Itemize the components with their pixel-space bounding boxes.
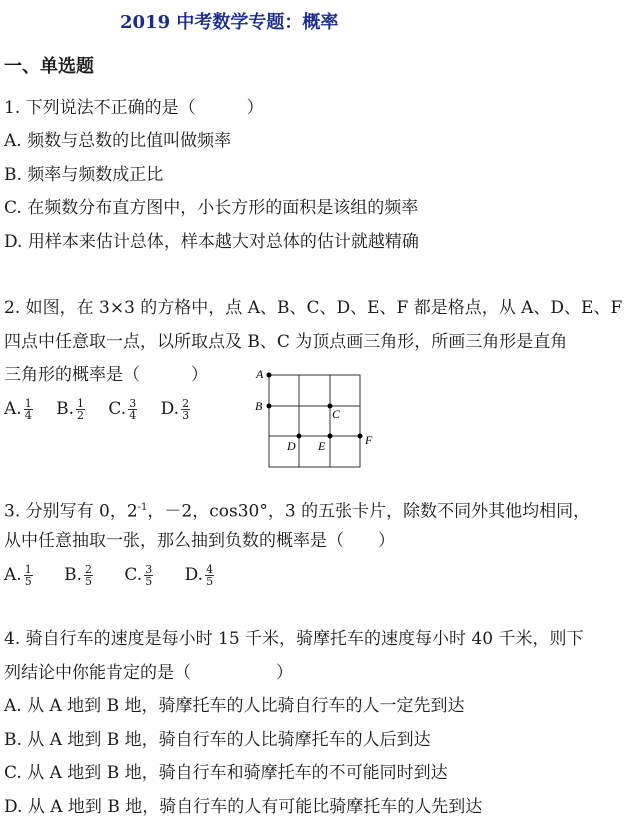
point-b xyxy=(267,404,272,409)
fraction: $\frac{3}{5}$ xyxy=(145,563,153,588)
question-3-options xyxy=(4,564,232,587)
question-3-stem-line-2: 从中任意抽取一张，那么抽到负数的概率是（ ） xyxy=(4,531,395,551)
question-4-stem-line-1: 4. 骑自行车的速度是每小时 15 千米，骑摩托车的速度每小时 40 千米，则下 xyxy=(4,629,584,649)
question-3-option-d: D. $\frac{4}{5}$ xyxy=(184,563,214,588)
point-f xyxy=(358,434,363,439)
label-f: F xyxy=(365,433,373,447)
question-4-stem-line-2: 列结论中你能肯定的是（ ） xyxy=(4,663,293,683)
question-1-option-d: D. 用样本来估计总体，样本越大对总体的估计就越精确 xyxy=(4,232,419,252)
label-a: A xyxy=(256,367,264,381)
fraction: $\frac{1}{5}$ xyxy=(24,563,32,588)
question-2-stem-line-1: 2. 如图，在 3×3 的方格中，点 A、B、C、D、E、F 都是格点，从 A、D、E、F xyxy=(4,298,623,318)
fraction: $\frac{1}{4}$ xyxy=(24,397,32,422)
question-4-option-d: D. 从 A 地到 B 地，骑自行车的人有可能比骑摩托车的人先到达 xyxy=(4,797,483,817)
question-2-options xyxy=(4,398,208,421)
question-2-option-b: B. $\frac{1}{2}$ xyxy=(56,397,84,422)
question-4-option-b: B. 从 A 地到 B 地，骑自行车的人比骑摩托车的人后到达 xyxy=(4,730,431,750)
label-d: D xyxy=(287,439,296,453)
question-4-option-c: C. 从 A 地到 B 地，骑自行车和骑摩托车的不可能同时到达 xyxy=(4,763,448,783)
question-3-option-b: B. $\frac{2}{5}$ xyxy=(64,563,92,588)
question-3-option-a: A. $\frac{1}{5}$ xyxy=(4,563,32,588)
label-e: E xyxy=(318,439,326,453)
fraction: $\frac{2}{3}$ xyxy=(182,397,190,422)
label-c: C xyxy=(332,407,341,421)
grid-figure xyxy=(250,362,380,472)
question-2-stem-line-2: 四点中任意取一点，以所取点及 B、C 为顶点画三角形，所画三角形是直角 xyxy=(4,332,568,352)
point-d xyxy=(297,434,302,439)
fraction: $\frac{1}{2}$ xyxy=(77,397,84,422)
question-2-stem-line-3: 三角形的概率是（ ） xyxy=(4,365,208,385)
section-heading: 一、单选题 xyxy=(4,56,94,77)
fraction: $\frac{3}{4}$ xyxy=(129,397,137,422)
question-1-stem: 1. 下列说法不正确的是（ ） xyxy=(4,98,264,118)
question-2-option-d: D. $\frac{2}{3}$ xyxy=(160,397,190,422)
question-1-option-c: C. 在频数分布直方图中，小长方形的面积是该组的频率 xyxy=(4,198,419,218)
question-2-option-c: C. $\frac{3}{4}$ xyxy=(108,397,137,422)
fraction: $\frac{2}{5}$ xyxy=(85,563,92,588)
question-2-option-a: A. $\frac{1}{4}$ xyxy=(4,397,32,422)
question-4-option-a: A. 从 A 地到 B 地，骑摩托车的人比骑自行车的人一定先到达 xyxy=(4,696,465,716)
point-a xyxy=(267,373,272,378)
document-title: 2019 中考数学专题：概率 xyxy=(120,12,339,33)
point-e xyxy=(328,434,333,439)
label-b: B xyxy=(255,399,263,413)
question-1-option-a: A. 频数与总数的比值叫做频率 xyxy=(4,131,232,151)
question-3-option-c: C. $\frac{3}{5}$ xyxy=(124,563,153,588)
question-3-stem-line-1: 3. 分别写有 0，$2^{-1}$，－2，cos30°，3 的五张卡片，除数不同外其他均相同， xyxy=(4,501,591,522)
fraction: $\frac{4}{5}$ xyxy=(206,563,214,588)
question-1-option-b: B. 频率与频数成正比 xyxy=(4,165,164,185)
